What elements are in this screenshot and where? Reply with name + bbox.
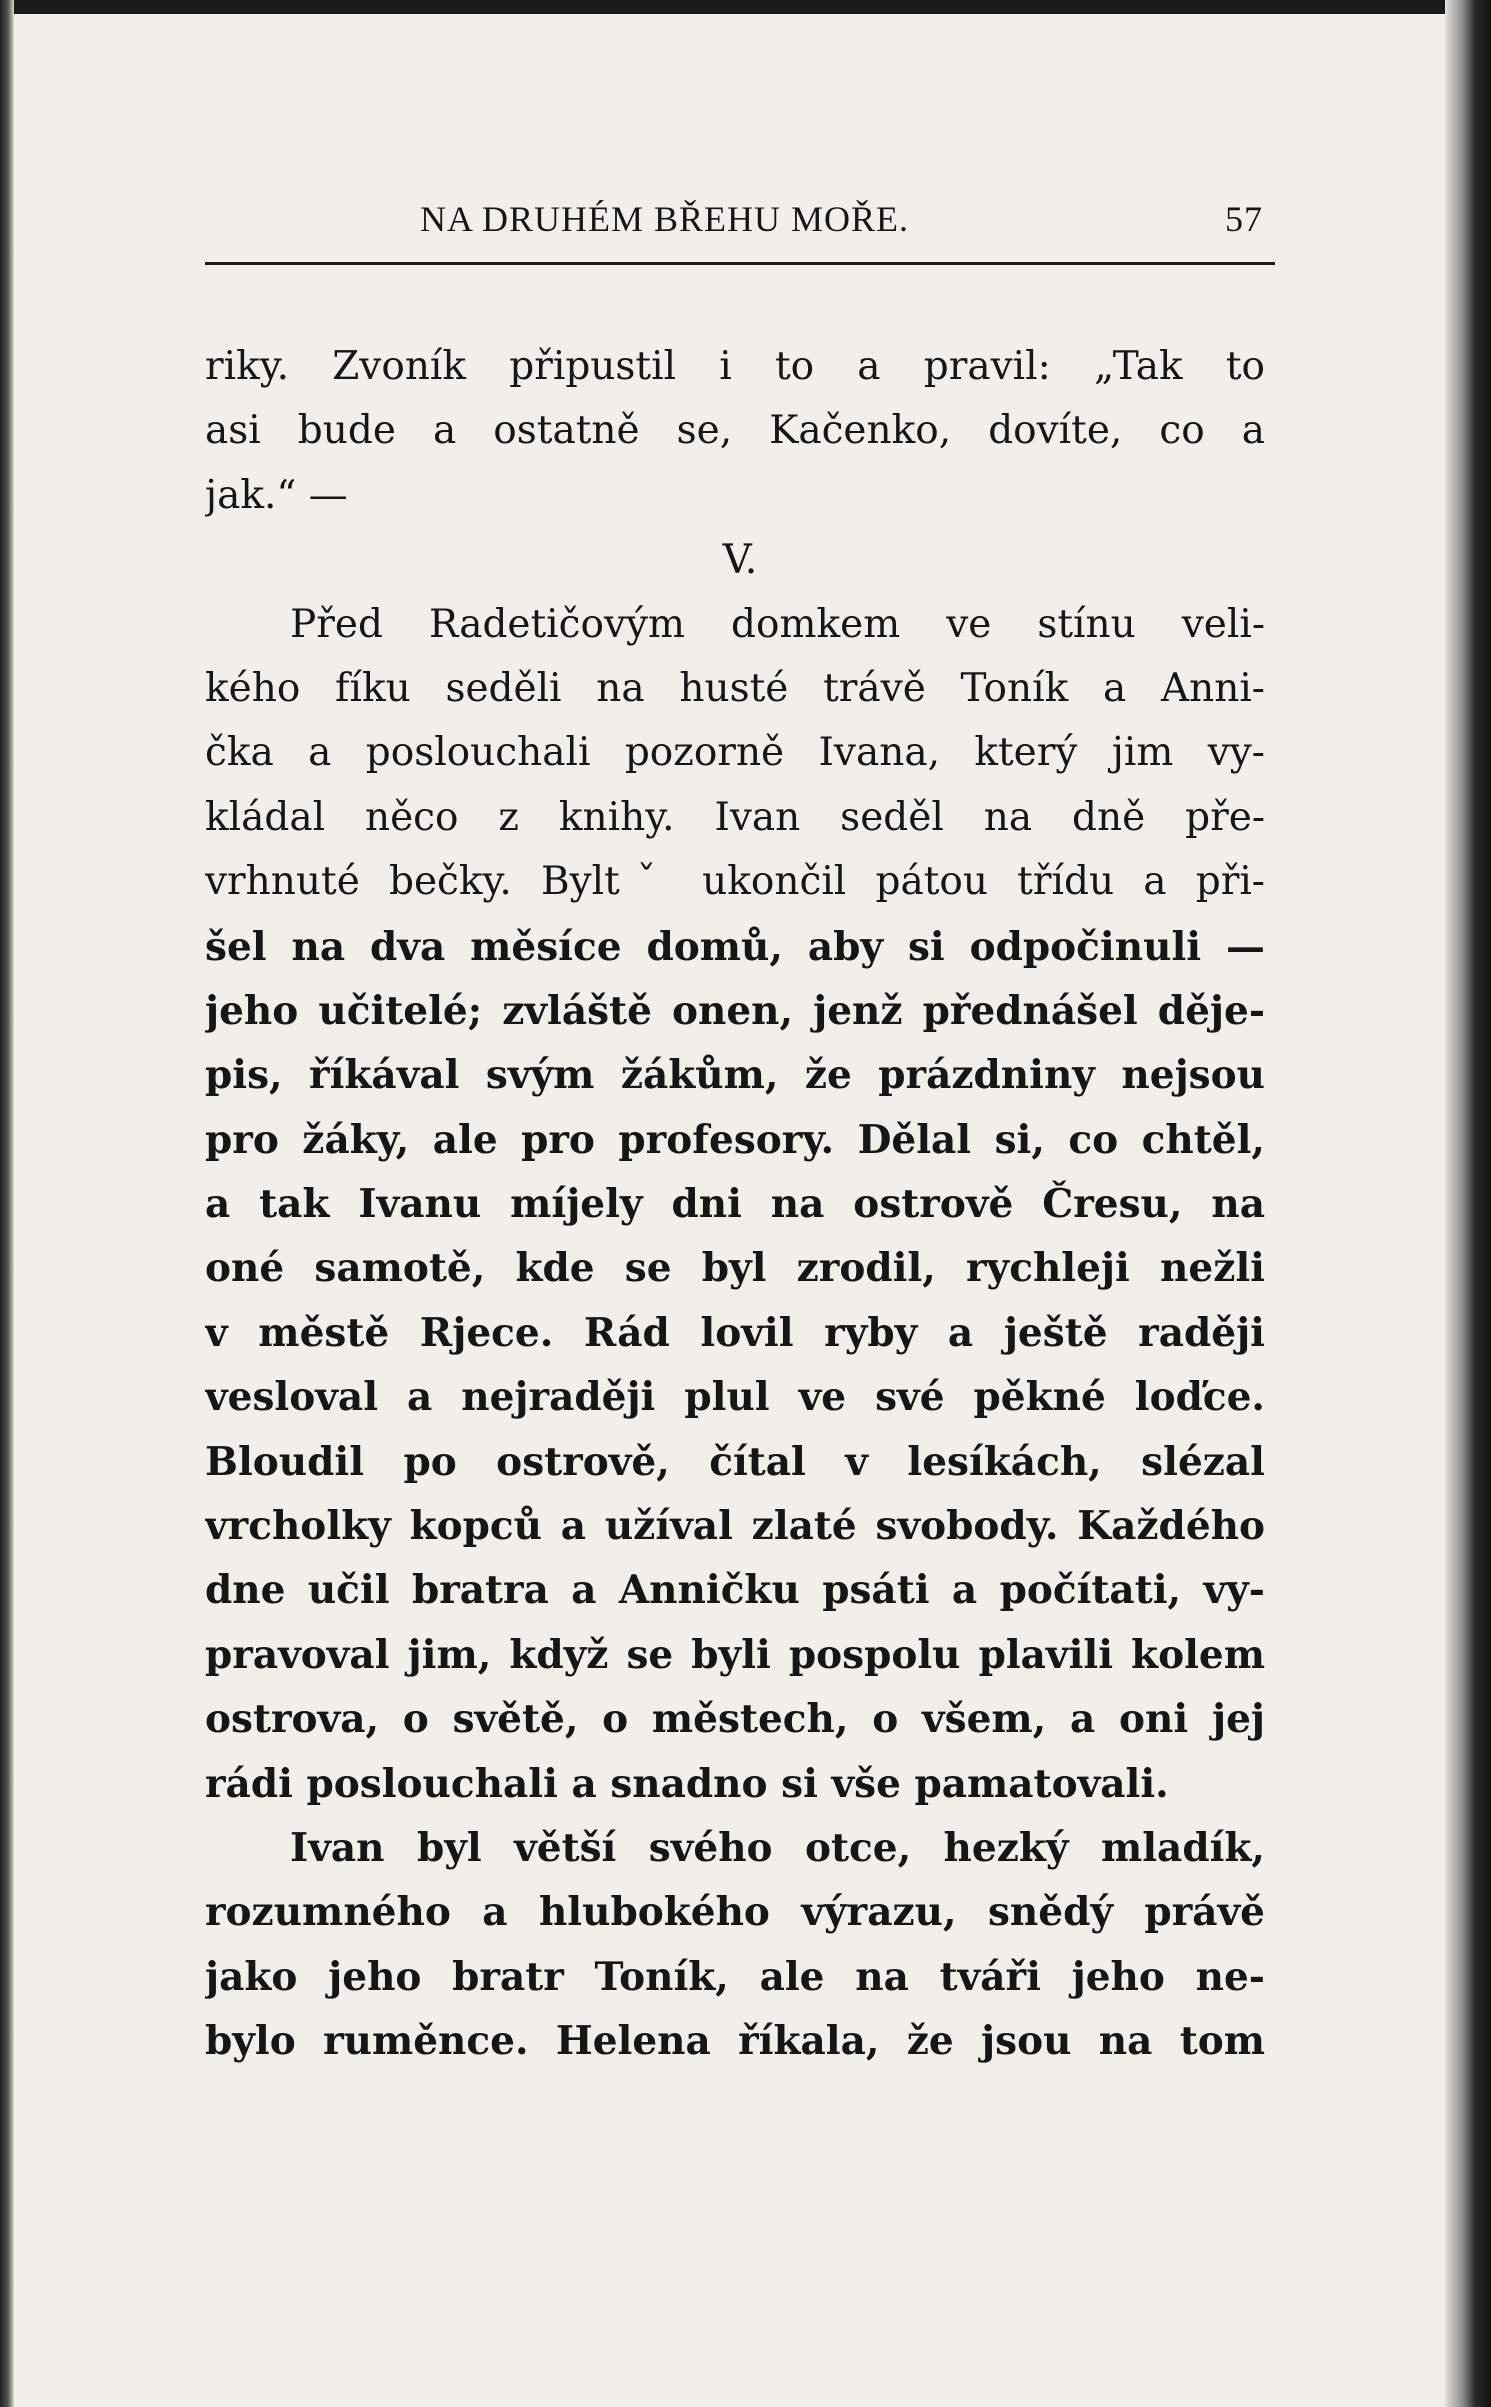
text-line: dne učil bratra a Anničku psáti a počítati, vy- bbox=[205, 1567, 1265, 1614]
text-line: rádi poslouchali a snadno si vše pamatovali. bbox=[205, 1760, 1169, 1807]
text-line: jak.“ — bbox=[205, 472, 348, 518]
text-line: kého fíku seděli na husté trávě Toník a Anni- bbox=[205, 665, 1265, 711]
text-line: Ivan byl větší svého otce, hezký mladík, bbox=[290, 1824, 1265, 1871]
text-line: pravoval jim, když se byli pospolu plavili kolem bbox=[205, 1631, 1265, 1678]
page-number: 57 bbox=[1225, 199, 1263, 239]
scan-edge-right bbox=[1445, 0, 1491, 2407]
text-line: riky. Zvoník připustil i to a pravil: „Tak to bbox=[205, 344, 1265, 389]
text-line: rozumného a hlubokého výrazu, snědý právě bbox=[205, 1889, 1265, 1936]
bold-text-block bbox=[205, 915, 1265, 2074]
text-line: vrcholky kopců a užíval zlaté svobody. Každého bbox=[205, 1503, 1265, 1550]
running-head bbox=[205, 190, 1275, 250]
text-line: pis, říkával svým žákům, že prázdniny nejsou bbox=[205, 1052, 1265, 1099]
body-text bbox=[205, 335, 1265, 2074]
text-line: asi bude a ostatně se, Kačenko, dovíte, co a bbox=[205, 408, 1265, 454]
text-line: pro žáky, ale pro profesory. Dělal si, co chtěl, bbox=[205, 1116, 1265, 1163]
text-line: šel na dva měsíce domů, aby si odpočinuli — bbox=[205, 923, 1265, 970]
text-line: bylo ruměnce. Helena říkala, že jsou na tom bbox=[205, 2018, 1265, 2065]
text-line: v městě Rjece. Rád lovil ryby a ještě raději bbox=[205, 1309, 1265, 1356]
text-line: oné samotě, kde se byl zrodil, rychleji nežli bbox=[205, 1245, 1265, 1292]
running-head-title: NA DRUHÉM BŘEHU MOŘE. bbox=[420, 199, 910, 239]
text-line: a tak Ivanu míjely dni na ostrově Čresu, na bbox=[205, 1181, 1265, 1228]
text-line: Před Radetičovým domkem ve stínu veli- bbox=[290, 601, 1265, 647]
chapter-number: V. bbox=[722, 537, 758, 584]
scan-edge-top bbox=[0, 0, 1491, 14]
text-line: jeho učitelé; zvláště onen, jenž přednášel děje- bbox=[205, 987, 1265, 1034]
text-line: kládal něco z knihy. Ivan seděl na dně pře- bbox=[205, 794, 1265, 840]
text-line: čka a poslouchali pozorně Ivana, který jim vy- bbox=[205, 730, 1265, 776]
header-rule bbox=[205, 262, 1275, 265]
text-line: vesloval a nejraději plul ve své pěkné loďce. bbox=[205, 1374, 1265, 1421]
text-line: vrhnuté bečky. Byltˇ ukončil pátou třídu a při- bbox=[205, 859, 1265, 905]
scan-edge-left bbox=[0, 0, 14, 2407]
text-line: Bloudil po ostrově, čítal v lesíkách, slézal bbox=[205, 1438, 1265, 1485]
book-page bbox=[205, 190, 1275, 250]
text-line: jako jeho bratr Toník, ale na tváři jeho ne- bbox=[205, 1953, 1265, 2000]
text-line: ostrova, o světě, o městech, o všem, a oni jej bbox=[205, 1696, 1265, 1743]
